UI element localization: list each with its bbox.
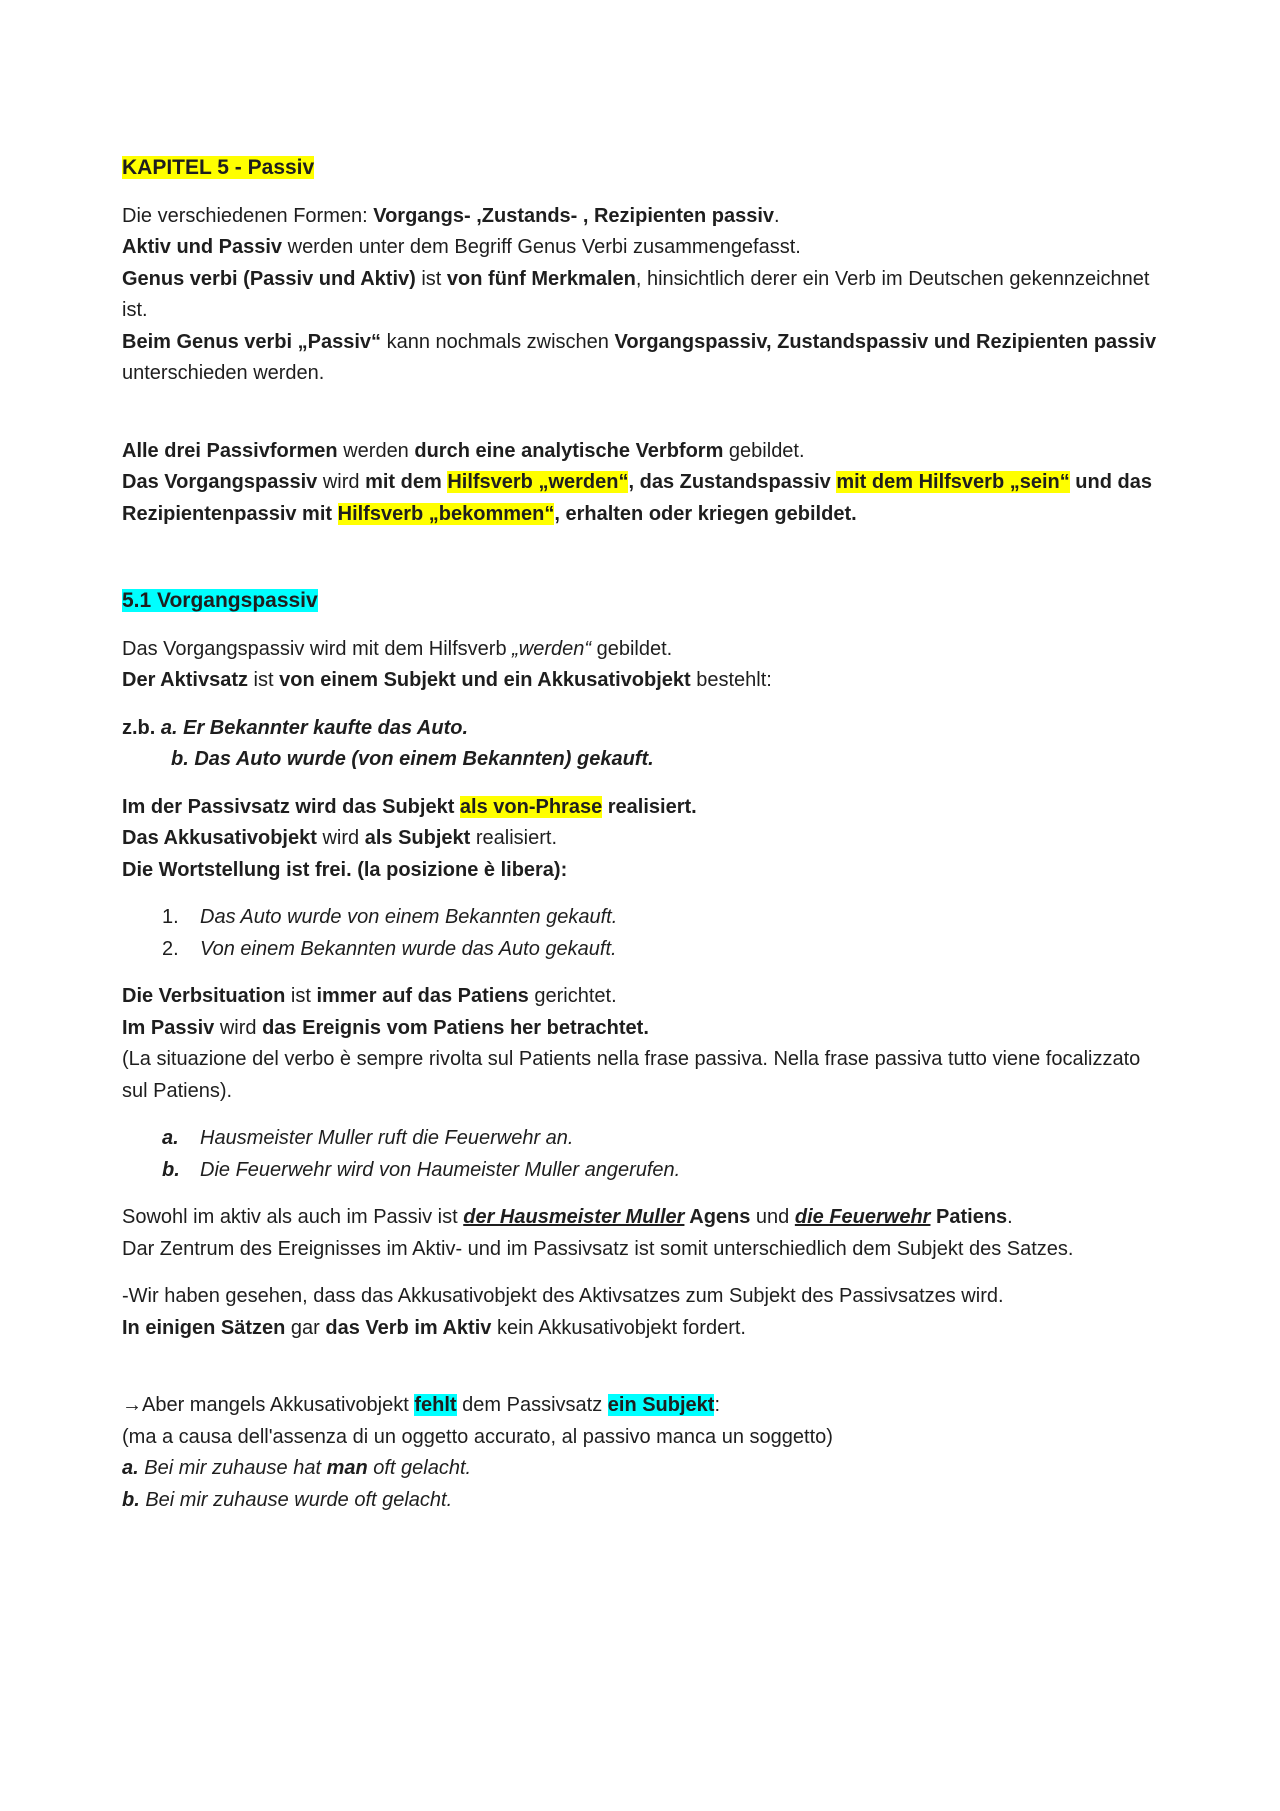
page-title: KAPITEL 5 - Passiv [122, 156, 315, 179]
document-content [122, 152, 1162, 1516]
section-paragraph-5: -Wir haben gesehen, dass das Akkusativobjekt des Aktivsatzes zum Subjekt des Passivsatzes wird. In einigen Sätzen gar das Verb im Aktiv kein Akkusativobjekt fordert. [122, 1285, 1004, 1339]
list-item: 1. Das Auto wurde von einem Bekannten gekauft. [162, 906, 618, 928]
section-paragraph-1: Das Vorgangspassiv wird mit dem Hilfsverb „werden“ gebildet. Der Aktivsatz ist von einem Subjekt und ein Akkusativobjekt bestehlt: [122, 637, 772, 691]
lettered-list [122, 1123, 1162, 1186]
example-block: z.b. a. Er Bekannter kaufte das Auto. b. Das Auto wurde (von einem Bekannten) gekauft. [122, 716, 654, 770]
section-paragraph-2: Im der Passivsatz wird das Subjekt als von-Phrase realisiert. Das Akkusativobjekt wird als Subjekt realisiert. Die Wortstellung ist frei. (la posizione è libera): [122, 795, 697, 881]
section-paragraph-4: Sowohl im aktiv als auch im Passiv ist der Hausmeister Muller Agens und die Feuerwehr Patiens. Dar Zentrum des Ereignisses im Aktiv- und im Passivsatz ist somit unterschiedlich dem Subjekt des Satzes. [122, 1206, 1074, 1260]
list-item: b. Die Feuerwehr wird von Haumeister Muller angerufen. [162, 1158, 681, 1181]
list-item: 2. Von einem Bekannten wurde das Auto gekauft. [162, 937, 617, 960]
intro-paragraph: Die verschiedenen Formen: Vorgangs- ,Zustands- , Rezipienten passiv. Aktiv und Passiv werden unter dem Begriff Genus Verbi zusammengefasst. Genus verbi (Passiv und Aktiv) ist von fünf Merkmalen, hinsichtlich derer ein Verb im Deutschen gekennzeichnet ist. Beim Genus verbi „Passiv“ kann nochmals zwischen Vorgangspassiv, Zustandspassiv und Rezipienten passiv unterschieden werden. [122, 204, 1157, 384]
section-heading: 5.1 Vorgangspassiv [122, 589, 318, 612]
section-paragraph-3: Die Verbsituation ist immer auf das Patiens gerichtet. Im Passiv wird das Ereignis vom Patiens her betrachtet. (La situazione del verbo è sempre rivolta sul Patients nella frase passiva. Nella frase passiva tutto viene focalizzato sul Patiens). [122, 985, 1141, 1102]
forms-paragraph: Alle drei Passivformen werden durch eine analytische Verbform gebildet. Das Vorgangspassiv wird mit dem Hilfsverb „werden“, das Zustandspassiv mit dem Hilfsverb „sein“ und das Rezipientenpassiv mit Hilfsverb „bekommen“, erhalten oder kriegen gebildet. [122, 439, 1152, 525]
section-paragraph-6: →Aber mangels Akkusativobjekt fehlt dem Passivsatz ein Subjekt: (ma a causa dell'assenza di un oggetto accurato, al passivo manca un soggetto) a. Bei mir zuhause hat man oft gelacht. b. Bei mir zuhause wurde oft gelacht. [122, 1394, 833, 1511]
numbered-list [122, 902, 1162, 965]
list-item: a. Hausmeister Muller ruft die Feuerwehr an. [162, 1127, 574, 1149]
